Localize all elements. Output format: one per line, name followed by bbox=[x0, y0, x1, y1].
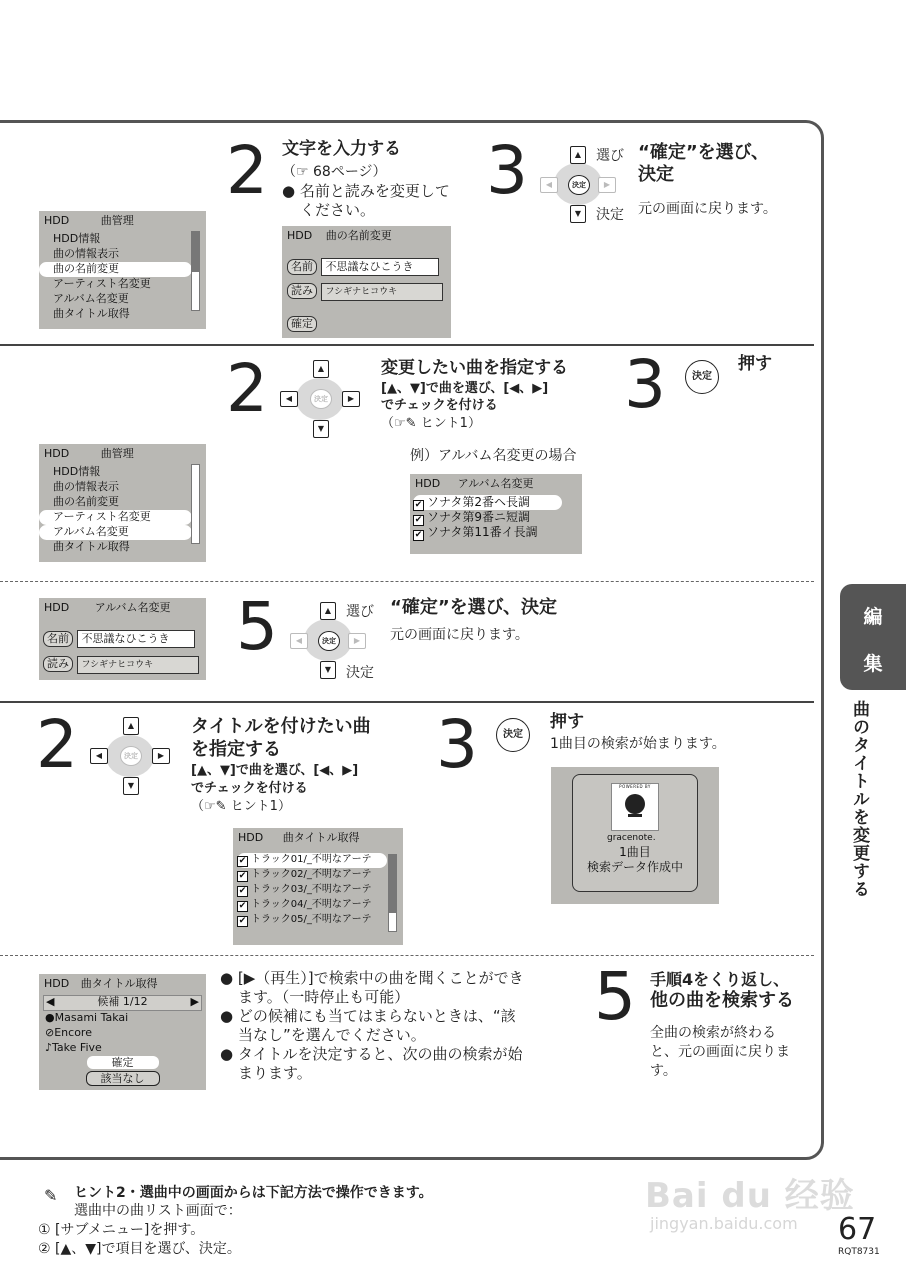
track-row[interactable] bbox=[413, 510, 582, 525]
note-line: ● タイトルを決定すると、次の曲の検索が始 bbox=[220, 1045, 523, 1063]
step-number: 2 bbox=[36, 706, 78, 783]
note-line: 当なし”を選んでください。 bbox=[238, 1026, 426, 1044]
track-row[interactable] bbox=[237, 868, 403, 883]
track-title: トラック05/_不明なアーテ bbox=[251, 914, 372, 925]
hint-line: ① [サブメニュー]を押す。 bbox=[38, 1222, 205, 1238]
step-number: 3 bbox=[624, 346, 666, 423]
up-arrow-icon: ▲ bbox=[313, 360, 329, 378]
name-label: 名前 bbox=[287, 259, 317, 275]
screen-header-left: HDD bbox=[44, 977, 70, 990]
decide-button-icon: 決定 bbox=[120, 746, 142, 766]
step-title: タイトルを付けたい曲 bbox=[191, 716, 371, 737]
step-title: 決定 bbox=[638, 164, 674, 185]
track-row[interactable] bbox=[237, 913, 403, 928]
note-line: まります。 bbox=[238, 1064, 312, 1082]
menu-item[interactable]: HDD情報 bbox=[53, 232, 101, 245]
example-caption: 例）アルバム名変更の場合 bbox=[410, 448, 577, 464]
search-count: 1曲目 bbox=[619, 845, 651, 859]
screen-header-left: HDD bbox=[44, 447, 70, 460]
reading-label: 読み bbox=[43, 656, 73, 672]
step-instruction: [▲、▼]で曲を選び、[◀、▶] bbox=[381, 381, 549, 396]
track-title: トラック01/_不明なアーテ bbox=[251, 854, 372, 865]
disc-icon: ⊘ bbox=[45, 1026, 55, 1039]
prev-arrow-icon[interactable]: ◀ bbox=[46, 995, 55, 1008]
step-title: を指定する bbox=[191, 739, 281, 760]
track-row[interactable] bbox=[237, 883, 403, 898]
step-desc: 1曲目の検索が始まります。 bbox=[550, 736, 726, 752]
checkbox-checked-icon[interactable]: ✔ bbox=[238, 871, 247, 881]
page-code: RQT8731 bbox=[838, 1247, 880, 1257]
right-arrow-icon: ▶ bbox=[598, 177, 616, 193]
decide-button-icon: 決定 bbox=[568, 175, 590, 195]
chapter-tab-char: 編 bbox=[863, 606, 883, 628]
album-row bbox=[39, 1026, 206, 1041]
track-title: トラック04/_不明なアーテ bbox=[251, 899, 372, 910]
screen-header-right: 曲管理 bbox=[100, 214, 134, 227]
section-divider bbox=[0, 701, 814, 703]
section-divider bbox=[0, 344, 814, 346]
next-arrow-icon[interactable]: ▶ bbox=[190, 995, 199, 1008]
track-title: ソナタ第9番ニ短調 bbox=[427, 510, 531, 524]
up-arrow-icon: ▲ bbox=[123, 717, 139, 735]
reading-field[interactable]: フシギナヒコウキ bbox=[321, 283, 443, 301]
menu-item[interactable]: 曲の名前変更 bbox=[53, 495, 119, 508]
screen-header-left: HDD bbox=[44, 601, 70, 614]
gracenote-logo bbox=[611, 783, 659, 831]
reading-label: 読み bbox=[287, 283, 317, 299]
scrollbar[interactable] bbox=[191, 231, 200, 311]
checkbox-checked-icon[interactable]: ✔ bbox=[414, 515, 423, 525]
track-row bbox=[39, 1041, 206, 1056]
name-label: 名前 bbox=[43, 631, 73, 647]
track-row[interactable] bbox=[237, 853, 387, 868]
step-desc-line: と、元の画面に戻りま bbox=[650, 1044, 790, 1060]
decide-button-icon: 決定 bbox=[310, 389, 332, 409]
screen-header bbox=[39, 444, 206, 465]
gracenote-brand: gracenote. bbox=[607, 833, 656, 843]
down-arrow-icon: ▼ bbox=[313, 420, 329, 438]
name-field[interactable]: 不思議なひこうき bbox=[321, 258, 439, 276]
up-arrow-icon: ▲ bbox=[320, 602, 336, 620]
title-acquire-screen bbox=[233, 828, 403, 945]
track-name: Take Five bbox=[52, 1041, 102, 1054]
album-rename-screen bbox=[39, 598, 206, 680]
watermark-logo: Bai du 经验 bbox=[645, 1176, 855, 1216]
step-desc: 元の画面に戻ります。 bbox=[390, 627, 529, 643]
scrollbar[interactable] bbox=[191, 464, 200, 544]
track-row[interactable] bbox=[413, 525, 582, 540]
track-title: トラック03/_不明なアーテ bbox=[251, 884, 372, 895]
menu-item-selected[interactable]: アルバム名変更 bbox=[39, 525, 192, 540]
screen-header-left: HDD bbox=[44, 214, 70, 227]
album-rename-screen bbox=[410, 474, 582, 554]
checkbox-checked-icon[interactable]: ✔ bbox=[414, 500, 423, 510]
screen-header-right: 曲タイトル取得 bbox=[80, 977, 158, 990]
step-title: 押す bbox=[738, 354, 772, 374]
screen-header bbox=[282, 226, 451, 247]
select-label: 選び bbox=[596, 148, 624, 164]
step-title: 変更したい曲を指定する bbox=[381, 358, 568, 378]
left-arrow-icon: ◀ bbox=[280, 391, 298, 407]
step-desc-line: す。 bbox=[650, 1063, 677, 1079]
pencil-icon: ✎ bbox=[44, 1186, 58, 1205]
left-arrow-icon: ◀ bbox=[290, 633, 308, 649]
screen-header bbox=[39, 598, 206, 619]
step-instruction: [▲、▼]で曲を選び、[◀、▶] bbox=[191, 763, 359, 778]
dashed-divider bbox=[0, 581, 814, 582]
gracenote-search-screen bbox=[551, 767, 719, 904]
chapter-tab bbox=[840, 584, 906, 690]
step-desc-line: 全曲の検索が終わる bbox=[650, 1025, 776, 1041]
menu-item[interactable]: HDD情報 bbox=[53, 465, 101, 478]
note-line: ● [▶（再生）]で検索中の曲を聞くことができ bbox=[220, 969, 524, 987]
screen-header-right: 曲管理 bbox=[100, 447, 134, 460]
screen-header bbox=[410, 474, 582, 495]
screen-header bbox=[39, 211, 206, 232]
select-label: 選び bbox=[346, 604, 374, 620]
menu-item[interactable]: アーティスト名変更 bbox=[53, 277, 151, 290]
artist-row bbox=[39, 1011, 206, 1026]
screen-header-left: HDD bbox=[415, 477, 441, 490]
decide-button-icon: 決定 bbox=[496, 718, 530, 752]
step-title: 文字を入力する bbox=[282, 139, 401, 159]
menu-item[interactable]: アルバム名変更 bbox=[53, 292, 129, 305]
confirm-button[interactable]: 確定 bbox=[287, 316, 317, 332]
track-title: ソナタ第11番イ長調 bbox=[427, 525, 538, 539]
screen-header-right: 曲の名前変更 bbox=[325, 229, 392, 242]
step-number: 2 bbox=[226, 350, 268, 427]
menu-item[interactable]: 曲の情報表示 bbox=[53, 247, 119, 260]
section-title-vertical: 曲のタイトルを変更する bbox=[849, 700, 869, 898]
hdd-menu-screen bbox=[39, 211, 206, 329]
down-arrow-icon: ▼ bbox=[570, 205, 586, 223]
menu-item-selected[interactable]: アーティスト名変更 bbox=[39, 510, 192, 525]
hint-reference: （☞✎ ヒント1） bbox=[191, 799, 291, 814]
step-instruction: でチェックを付ける bbox=[191, 781, 308, 796]
menu-item[interactable]: 曲タイトル取得 bbox=[53, 540, 130, 553]
candidate-screen bbox=[39, 974, 206, 1090]
menu-item[interactable]: 曲タイトル取得 bbox=[53, 307, 130, 320]
track-row[interactable] bbox=[237, 898, 403, 913]
step-title: “確定”を選び、決定 bbox=[390, 597, 557, 618]
page-number: 67 bbox=[838, 1212, 877, 1247]
step-title: “確定”を選び、 bbox=[638, 142, 769, 163]
step-desc bbox=[650, 1024, 790, 1081]
search-status: 検索データ作成中 bbox=[586, 860, 683, 874]
screen-header bbox=[233, 828, 403, 849]
note-line: ます。（一時停止も可能） bbox=[238, 988, 410, 1006]
down-arrow-icon: ▼ bbox=[320, 661, 336, 679]
step-number: 3 bbox=[486, 132, 528, 209]
step-title: 押す bbox=[550, 712, 584, 732]
checkbox-checked-icon[interactable]: ✔ bbox=[238, 886, 247, 896]
scrollbar[interactable] bbox=[388, 854, 397, 932]
rename-screen bbox=[282, 226, 451, 338]
screen-header bbox=[39, 974, 206, 995]
step-note: ● 名前と読みを変更して bbox=[282, 182, 450, 200]
note-bullet bbox=[220, 969, 524, 1083]
down-arrow-icon: ▼ bbox=[123, 777, 139, 795]
track-title: ソナタ第2番ヘ長調 bbox=[427, 495, 531, 509]
decide-label: 決定 bbox=[346, 665, 374, 681]
checkbox-checked-icon[interactable]: ✔ bbox=[238, 916, 247, 926]
candidate-selector[interactable] bbox=[43, 995, 202, 1011]
hint-line: ② [▲、▼]で項目を選び、決定。 bbox=[38, 1241, 241, 1257]
step-title: 他の曲を検索する bbox=[650, 990, 794, 1011]
gracenote-powered-by: POWERED BY bbox=[619, 784, 651, 789]
step-title: 手順4をくり返し、 bbox=[650, 970, 790, 989]
track-title: トラック02/_不明なアーテ bbox=[251, 869, 372, 880]
screen-header-right: アルバム名変更 bbox=[94, 601, 171, 614]
page-reference: （☞ 68ページ） bbox=[282, 164, 387, 180]
step-desc: 元の画面に戻ります。 bbox=[638, 201, 777, 217]
screen-header-right: 曲タイトル取得 bbox=[282, 831, 360, 844]
step-number: 2 bbox=[226, 132, 268, 209]
no-match-button[interactable]: 該当なし bbox=[86, 1071, 160, 1086]
remote-dpad-icon bbox=[90, 715, 172, 797]
track-row[interactable] bbox=[413, 495, 562, 510]
hdd-menu-screen bbox=[39, 444, 206, 562]
artist-name: Masami Takai bbox=[54, 1011, 129, 1024]
reading-field[interactable]: フシギナヒコウキ bbox=[77, 656, 199, 674]
screen-header-left: HDD bbox=[287, 229, 313, 242]
candidate-count: 候補 1/12 bbox=[97, 995, 148, 1008]
music-note-icon: ♪ bbox=[45, 1041, 53, 1054]
watermark-url: jingyan.baidu.com bbox=[650, 1214, 798, 1233]
screen-header-left: HDD bbox=[238, 831, 264, 844]
left-arrow-icon: ◀ bbox=[540, 177, 558, 193]
remote-dpad-icon bbox=[280, 358, 362, 440]
decide-label: 決定 bbox=[596, 207, 624, 223]
up-arrow-icon: ▲ bbox=[570, 146, 586, 164]
menu-item[interactable]: 曲の情報表示 bbox=[53, 480, 119, 493]
menu-item-selected[interactable]: 曲の名前変更 bbox=[39, 262, 192, 277]
decide-button-icon: 決定 bbox=[685, 360, 719, 394]
step-instruction: でチェックを付ける bbox=[381, 398, 498, 413]
screen-header-right: アルバム名変更 bbox=[457, 477, 534, 490]
step-number: 3 bbox=[436, 706, 478, 783]
checkbox-checked-icon[interactable]: ✔ bbox=[238, 901, 247, 911]
checkbox-checked-icon[interactable]: ✔ bbox=[414, 530, 423, 540]
decide-button-icon: 決定 bbox=[318, 631, 340, 651]
left-arrow-icon: ◀ bbox=[90, 748, 108, 764]
step-number: 5 bbox=[236, 588, 278, 665]
hint-title: ヒント2・選曲中の画面からは下記方法で操作できます。 bbox=[74, 1185, 433, 1201]
checkbox-checked-icon[interactable]: ✔ bbox=[238, 856, 247, 866]
person-icon: ● bbox=[45, 1011, 55, 1024]
right-arrow-icon: ▶ bbox=[152, 748, 170, 764]
right-arrow-icon: ▶ bbox=[348, 633, 366, 649]
name-field[interactable]: 不思議なひこうき bbox=[77, 630, 195, 648]
hint-line: 選曲中の曲リスト画面で： bbox=[74, 1203, 242, 1219]
hint-reference: （☞✎ ヒント1） bbox=[381, 416, 481, 431]
dashed-divider bbox=[0, 955, 814, 956]
step-note: ください。 bbox=[300, 201, 376, 219]
album-name: Encore bbox=[54, 1026, 92, 1039]
step-number: 5 bbox=[594, 958, 636, 1035]
confirm-button[interactable]: 確定 bbox=[87, 1056, 159, 1069]
right-arrow-icon: ▶ bbox=[342, 391, 360, 407]
chapter-tab-char: 集 bbox=[863, 653, 883, 675]
note-line: ● どの候補にも当てはまらないときは、“該 bbox=[220, 1007, 516, 1025]
